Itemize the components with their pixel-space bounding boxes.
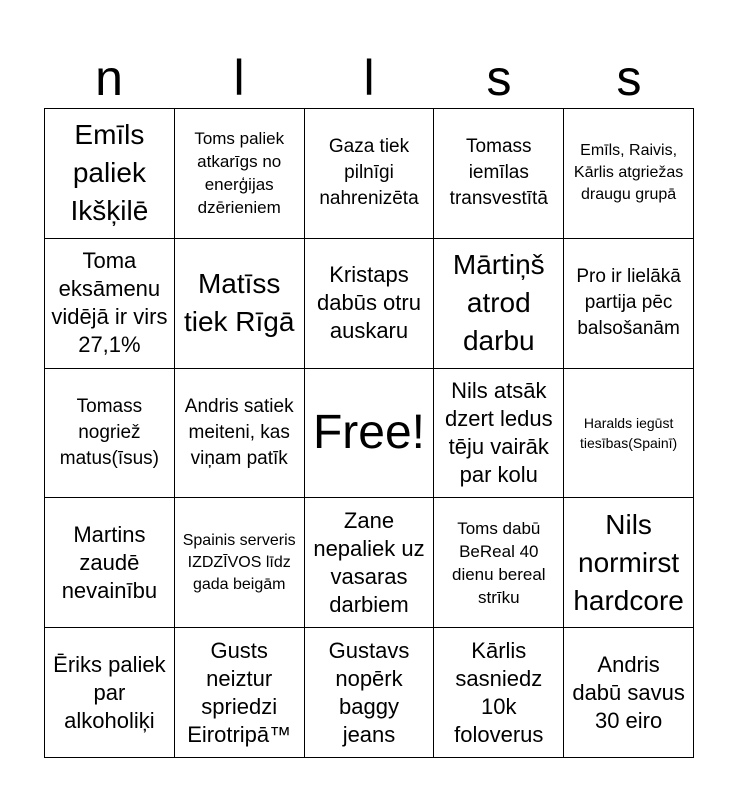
bingo-cell-r2c4[interactable]: Mārtiņš atrod darbu (434, 239, 564, 369)
bingo-cell-r5c3[interactable]: Gustavs nopērk baggy jeans (305, 628, 435, 758)
bingo-cell-r1c2[interactable]: Toms paliek atkarīgs no enerģijas dzērieniem (175, 109, 305, 239)
bingo-board (44, 108, 694, 758)
bingo-cell-r2c1[interactable]: Toma eksāmenu vidējā ir virs 27,1% (45, 239, 175, 369)
bingo-cell-r4c2[interactable]: Spainis serveris IZDZĪVOS līdz gada beigām (175, 498, 305, 628)
bingo-header (44, 50, 694, 106)
bingo-cell-r4c5[interactable]: Nils normirst hardcore (564, 498, 694, 628)
bingo-cell-r2c2[interactable]: Matīss tiek Rīgā (175, 239, 305, 369)
bingo-cell-r4c3[interactable]: Zane nepaliek uz vasaras darbiem (305, 498, 435, 628)
bingo-cell-r5c2[interactable]: Gusts neiztur spriedzi Eirotripā™ (175, 628, 305, 758)
bingo-cell-r1c4[interactable]: Tomass iemīlas transvestītā (434, 109, 564, 239)
bingo-cell-r5c5[interactable]: Andris dabū savus 30 eiro (564, 628, 694, 758)
bingo-cell-r2c5[interactable]: Pro ir lielākā partija pēc balsošanām (564, 239, 694, 369)
bingo-cell-r3c5[interactable]: Haralds iegūst tiesības(Spainī) (564, 369, 694, 499)
bingo-cell-r5c1[interactable]: Ēriks paliek par alkoholiķi (45, 628, 175, 758)
bingo-cell-r3c1[interactable]: Tomass nogriež matus(īsus) (45, 369, 175, 499)
bingo-cell-r3c2[interactable]: Andris satiek meiteni, kas viņam patīk (175, 369, 305, 499)
bingo-cell-r4c1[interactable]: Martins zaudē nevainību (45, 498, 175, 628)
bingo-cell-r3c4[interactable]: Nils atsāk dzert ledus tēju vairāk par kolu (434, 369, 564, 499)
bingo-cell-r1c3[interactable]: Gaza tiek pilnīgi nahrenizēta (305, 109, 435, 239)
bingo-cell-r5c4[interactable]: Kārlis sasniedz 10k foloverus (434, 628, 564, 758)
bingo-cell-r1c5[interactable]: Emīls, Raivis, Kārlis atgriežas draugu grupā (564, 109, 694, 239)
bingo-cell-r1c1[interactable]: Emīls paliek Ikšķilē (45, 109, 175, 239)
bingo-cell-r4c4[interactable]: Toms dabū BeReal 40 dienu bereal strīku (434, 498, 564, 628)
header-letter-5: s (616, 50, 642, 106)
header-letter-1: n (95, 50, 123, 106)
header-letter-4: s (486, 50, 512, 106)
bingo-cell-r2c3[interactable]: Kristaps dabūs otru auskaru (305, 239, 435, 369)
bingo-cell-free[interactable]: Free! (305, 369, 435, 499)
header-letter-3: l (363, 50, 375, 106)
header-letter-2: l (233, 50, 245, 106)
